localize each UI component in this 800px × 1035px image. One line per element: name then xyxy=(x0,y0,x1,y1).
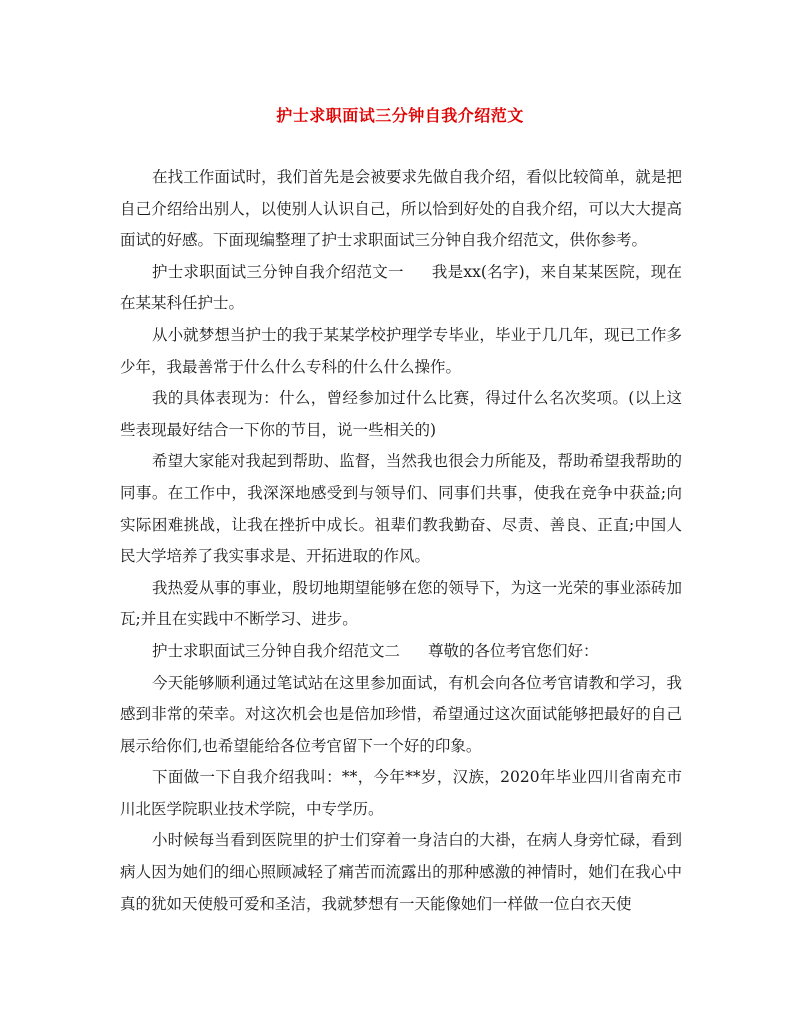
paragraph-gratitude: 今天能够顺利通过笔试站在这里参加面试，有机会向各位考官请教和学习，我感到非常的荣幸。对这次机会也是倍加珍惜，希望通过这次面试能够把最好的自己展示给你们,也希望能给各位考官留下一个好的印象。 xyxy=(120,673,682,755)
document-body xyxy=(120,162,682,920)
sample-two-paragraph xyxy=(120,636,682,668)
sample-one-intro-text: 我是xx(名字)，来自某某医院，现在在某某科任护士。 xyxy=(120,262,682,313)
document-title: 护士求职面试三分钟自我介绍范文 xyxy=(276,106,524,125)
sample-two-greeting: 尊敬的各位考官您们好： xyxy=(428,641,599,660)
paragraph-education: 从小就梦想当护士的我于某某学校护理学专毕业，毕业于几几年，现已工作多少年，我最善常于什么什么专科的什么什么操作。 xyxy=(120,325,682,376)
sample-one-heading: 护士求职面试三分钟自我介绍范文一 xyxy=(152,262,404,281)
paragraph-childhood: 小时候每当看到医院里的护士们穿着一身洁白的大褂，在病人身旁忙碌，看到病人因为她们的细心照顾减轻了痛苦而流露出的那种感激的神情时，她们在我心中真的犹如天使般可爱和圣洁，我就梦想有一天能像她们一样做一位白衣天使 xyxy=(120,831,682,913)
paragraph-hopes: 希望大家能对我起到帮助、监督，当然我也很会力所能及，帮助希望我帮助的同事。在工作中，我深深地感受到与领导们、同事们共事，使我在竞争中获益;向实际困难挑战，让我在挫折中成长。祖辈们教我勤奋、尽责、善良、正直;中国人民大学培养了我实事求是、开拓进取的作风。 xyxy=(120,452,682,566)
paragraph-performance: 我的具体表现为：什么，曾经参加过什么比赛，得过什么名次奖项。(以上这些表现最好结合一下你的节目，说一些相关的) xyxy=(120,389,682,439)
sample-one-paragraph xyxy=(120,257,682,320)
intro-paragraph: 在找工作面试时，我们首先是会被要求先做自我介绍，看似比较简单，就是把自己介绍给出别人，以使别人认识自己，所以恰到好处的自我介绍，可以大大提高面试的好感。下面现编整理了护士求职面试三分钟自我介绍范文，供你参考。 xyxy=(120,168,682,250)
paragraph-self-intro: 下面做一下自我介绍我叫：**，今年**岁，汉族，2020年毕业四川省南充市川北医学院职业技术学院，中专学历。 xyxy=(120,768,682,818)
paragraph-career: 我热爱从事的事业，殷切地期望能够在您的领导下，为这一光荣的事业添砖加瓦;并且在实践中不断学习、进步。 xyxy=(120,578,682,629)
sample-two-heading: 护士求职面试三分钟自我介绍范文二 xyxy=(152,641,401,660)
